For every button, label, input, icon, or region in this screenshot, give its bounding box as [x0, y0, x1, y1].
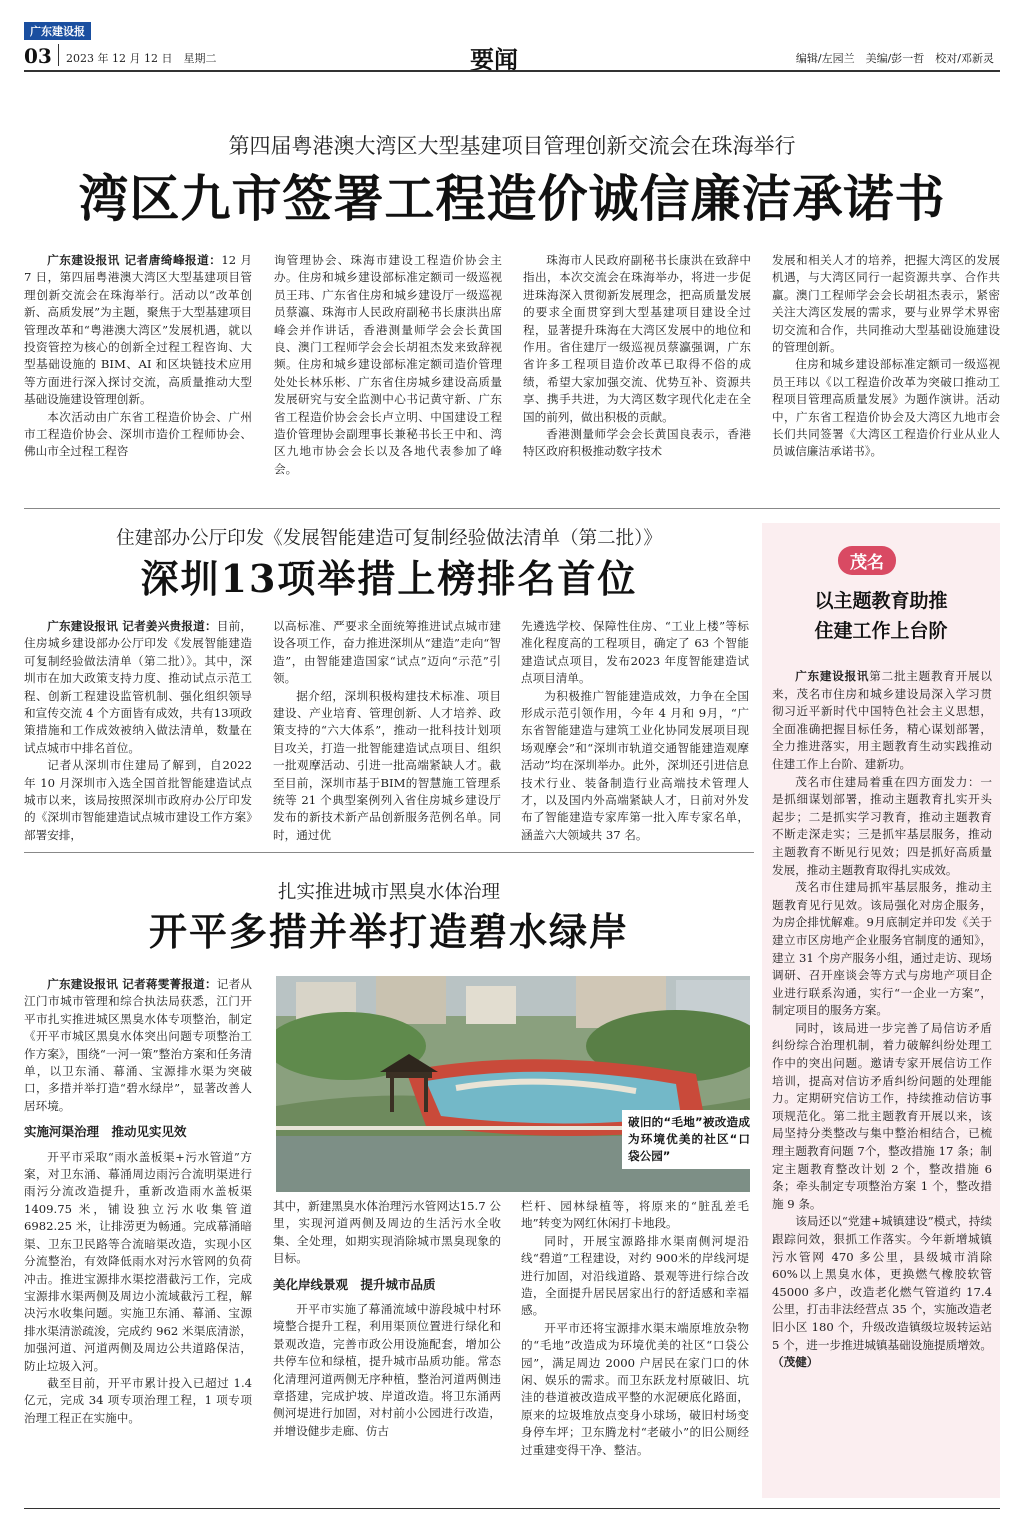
article2-paragraph: 以高标准、严要求全面统筹推进试点城市建设各项工作，奋力推进深圳从“建造”走向“智造”，由智能建造国家“试点”迈向“示范”引领。	[273, 619, 501, 686]
sidebar-byline: 广东建设报讯	[795, 669, 870, 683]
article2-paragraph: 目前，住房城乡建设部办公厅印发《发展智能建造可复制经验做法清单（第二批）》。其中，深圳市在加大政策支持力度、推动试点示范工程、创新工程建设监管机制、强化组织领导和宣传交流 4 个方面皆有成效，共有13项政策措施和工作成效被纳入做法清单，数量在试点城市中排名首位。	[24, 619, 252, 755]
issue-date: 2023 年 12 月 12 日 星期二	[66, 52, 217, 65]
article3-paragraph: 同时，开展宝源路排水渠南侧河堤沿线“碧道”工程建设，对约 900米的岸线河堤进行加固，对沿线道路、景观等进行综合改造，全面提升居民居家出行的舒适感和幸福感。	[521, 1233, 749, 1318]
article3-intro: 记者从江门市城市管理和综合执法局获悉，江门开平市扎实推进城区黑臭水体专项整治，制定《开平市城区黑臭水体突出问题专项整治工作方案》，围绕“一河一策”整治方案和任务清单，以卫东涌、幕涌、宝源排水渠为突破口，多措并举打造“碧水绿岸”，显著改善人居环境。	[24, 977, 252, 1113]
sidebar-paragraph	[772, 1213, 992, 1371]
sidebar-paragraph: 茂名市住建局抓牢基层服务，推动主题教育见行见效。该局强化对房企服务，为房企排忧解难。9月底制定并印发《关于建立市区房地产企业服务官制度的通知》，建立 31 个房产服务小组，通过走访、现场调研、召开座谈会等方式与房地产项目企业进行联系沟通，实行“一企业一方案”，制定项目的服务方案。	[772, 880, 992, 1018]
sidebar-paragraph: 茂名市住建局着重在四方面发力：一是抓细谋划部署，推动主题教育扎实开头起步；二是抓实学习教育，推动主题教育不断走深走实；三是抓牢基层服务，推动主题教育不断见行见效；四是抓好高质量发展，推动主题教育取得扎实成效。	[772, 774, 992, 877]
article1-column-2	[274, 252, 502, 478]
article3-headline: 开平多措并举打造碧水绿岸	[148, 909, 629, 954]
sidebar-paragraph: 第二批主题教育开展以来，茂名市住房和城乡建设局深入学习贯彻习近平新时代中国特色社会主义思想，全面准确把握目标任务，精心谋划部署，全力推进落实，用主题教育生动实践推动住建工作上台阶、建新功。	[772, 669, 992, 771]
header-divider	[58, 44, 59, 66]
sidebar-title-line-2: 住建工作上台阶	[814, 620, 948, 642]
article3-column-1	[24, 976, 252, 1427]
article1-paragraph: 询管理协会、珠海市建设工程造价协会主办。住房和城乡建设部标准定额司一级巡视员王玮、广东省住房和城乡建设厅一级巡视员蔡瀛、珠海市人民政府副秘书长康洪出席峰会并作讲话，香港测量师学会会长黄国良、澳门工程师学会会长胡祖杰发来致辞视频。住房和城乡建设部标准定额司造价管理处处长林乐彬、广东省住房城乡建设高质量发展研究与安全监测中心书记黄守新、广东省工程造价协会会长卢立明、中国建设工程造价管理协会副理事长兼秘书长王中和、湾区九地市协会会长以及各地代表参加了峰会。	[274, 253, 502, 476]
article2-column-1	[24, 618, 252, 844]
article3-column-3	[521, 1198, 749, 1459]
header-rule	[24, 70, 1000, 72]
article1-paragraph: 12 月 7 日，第四届粤港澳大湾区大型基建项目管理创新交流会在珠海举行。活动以“改革创新、高质发展”为主题，聚焦于大型基建项目管理改革和“粤港澳大湾区”发展机遇，就以投资管控为核心的创新全过程工程咨询、大型基础设施的 BIM、AI 和区块链技术应用等方面进行深入探讨交流，高质量推动大型基础设施建设管理创新。	[24, 253, 252, 407]
article3-paragraph: 截至目前，开平市累计投入已超过 1.4 亿元，完成 34 项专项治理工程，1 项专项治理工程正在实施中。	[24, 1375, 252, 1425]
editors-credit: 编辑/左园兰 美编/彭一哲 校对/邓新灵	[795, 52, 994, 65]
sidebar-title	[770, 586, 992, 646]
paper-name-tag: 广东建设报	[24, 22, 91, 40]
article1-column-4	[772, 252, 1000, 461]
sidebar-city-tag: 茂名	[838, 546, 896, 575]
sidebar-paragraph: 同时，该局进一步完善了局信访矛盾纠纷综合治理机制，着力破解纠纷处理工作中的突出问题。邀请专家开展信访工作培训，提高对信访矛盾纠纷问题的处理能力。定期研究信访工作，持续推动信访事项规范化。第二批主题教育开展以来，该局坚持分类整改与集中整治相结合，已梳理主题教育问题 7个，整改措施 17 条；制定主题教育整改计划 2 个，整改措施 6 条；牵头制定专项整治方案 1 个，整改措施 9 条。	[772, 1020, 992, 1211]
article3-paragraph: 栏杆、园林绿植等，将原来的“脏乱差毛地”转变为网红休闲打卡地段。	[521, 1199, 749, 1231]
article1-kicker: 第四届粤港澳大湾区大型基建项目管理创新交流会在珠海举行	[228, 134, 796, 158]
article2-kicker: 住建部办公厅印发《发展智能建造可复制经验做法清单（第二批）》	[116, 528, 662, 549]
sidebar-title-line-1: 以主题教育助推	[814, 590, 948, 612]
article3-subhead-2: 美化岸线景观 提升城市品质	[273, 1276, 436, 1292]
article1-byline: 广东建设报讯 记者唐绮峰报道：	[47, 253, 222, 267]
article1-paragraph: 本次活动由广东省工程造价协会、广州市工程造价协会、深圳市造价工程师协会、佛山市全过程工程咨	[24, 409, 252, 459]
article2-byline: 广东建设报讯 记者姜兴贵报道：	[47, 619, 217, 633]
sidebar-signoff: （茂健）	[772, 1355, 819, 1370]
article1-paragraph: 发展和相关人才的培养，把握大湾区的发展机遇，与大湾区同行一起资源共享、合作共赢。澳门工程师学会会长胡祖杰表示，紧密关注大湾区发展的需求，要与业界学术界密切交流和合作，共同推动大型基础设施建设的管理创新。	[772, 253, 1000, 355]
article1-paragraph: 珠海市人民政府副秘书长康洪在致辞中指出，本次交流会在珠海举办，将进一步促进珠海深入贯彻新发展理念，把高质量发展的要求全面贯穿到大型基建项目建设全过程，显著提升珠海在大湾区发展中的地位和作用。省住建厅一级巡视员蔡瀛强调，广东省许多工程项目造价改革已取得不俗的成绩，希望大家加强交流、优势互补、资源共享、携手共进，为大湾区数字现代化走在全国的前列，做出积极的贡献。	[523, 253, 751, 424]
article2-paragraph: 据介绍，深圳积极构建技术标准、项目建设、产业培育、管理创新、人才培养、政策支持的“六大体系”，推动一批科技计划项目攻关，打造一批智能建造试点项目、组织一批观摩活动、引进一批高端紧缺人才。截至目前，深圳市基于BIM的智慧施工管理系统等 21 个典型案例列入省住房城乡建设厅发布的新技术新产品创新服务范例名单。同时，通过优	[273, 688, 501, 842]
article2-paragraph: 先遴选学校、保障性住房、“工业上楼”等标准化程度高的工程项目，确定了 63 个智能建造试点项目，发布2023 年度智能建造试点项目清单。	[521, 619, 749, 686]
article1-paragraph: 香港测量师学会会长黄国良表示，香港特区政府积极推动数字技术	[523, 427, 751, 459]
article3-paragraph: 开平市实施了幕涌流域中游段城中村环境整合提升工程，利用渠顶位置进行绿化和景观改造，完善市政公用设施配套，增加公共停车位和绿植，提升城市品质功能。常态化清理河道两侧无序种植，整治河道两侧违章搭建，完成护坡、岸道改造。将卫东涌两侧河堤进行加固，对村前小公园进行改造，并增设健步走廊、仿古	[273, 1302, 501, 1438]
article2-paragraph: 为积极推广智能建造成效，力争在全国形成示范引领作用，今年 4 月和 9月，“广东省智能建造与建筑工业化协同发展项目现场观摩会”和“深圳市轨道交通智能建造观摩活动”均在深圳举办。此外，深圳还引进信息技术行业、装备制造行业高端技术管理人才，以及国内外高端紧缺人才，日前对外发布了智能建造专家库第一批入库专家名单，涵盖六大领域共 37 名。	[521, 688, 749, 842]
page-number: 03	[24, 44, 52, 68]
article-separator	[24, 852, 754, 853]
article1-column-3	[523, 252, 751, 461]
sidebar-body	[772, 668, 992, 1372]
article3-paragraph: 开平市还将宝源排水渠末端原堆放杂物的“毛地”改造成为环境优美的社区“口袋公园”，满足周边 2000 户居民在家门口的休闲、娱乐的需求。而卫东跃龙村原破旧、坑洼的巷道被改造成平整的水泥硬底化路面，原来的垃圾堆放点变身小球场，破旧村场变身停车坪；卫东腾龙村“老破小”的旧公厕经过重建变得干净、整洁。	[521, 1320, 749, 1457]
article1-headline: 湾区九市签署工程造价诚信廉洁承诺书	[78, 169, 946, 228]
article3-subhead-1: 实施河渠治理 推动见实见效	[24, 1124, 187, 1140]
sidebar-paragraph-text: 该局还以“党建+城镇建设”模式，持续跟踪问效，狠抓工作落实。今年新增城镇污水管网 470 多公里，县级城市消除 60%以上黑臭水体，更换燃气橡胶软管 45000 多户，改造老化燃气管道约 17.4 公里，打击非法经营点 35 个，实施改造老旧小区 180 个，升级改造镇级垃圾转运站 5 个，进一步推进城镇基础设施提质增效。	[772, 1214, 992, 1352]
article1-column-1	[24, 252, 252, 461]
section-title: 要闻	[470, 46, 518, 74]
article2-column-3	[521, 618, 749, 844]
article3-column-2	[273, 1198, 501, 1440]
footer-rule	[24, 1508, 1000, 1509]
article-separator	[24, 508, 1000, 509]
article2-paragraph: 记者从深圳市住建局了解到，自2022 年 10 月深圳市入选全国首批智能建造试点城市以来，该局按照深圳市政府办公厅印发的《深圳市智能建造试点城市建设工作方案》部署安排，	[24, 758, 252, 842]
photo-caption: 破旧的“毛地”被改造成为环境优美的社区“口袋公园”	[622, 1110, 756, 1169]
article2-headline: 深圳13项举措上榜排名首位	[140, 556, 638, 601]
article2-column-2	[273, 618, 501, 844]
article3-paragraph: 其中，新建黑臭水体治理污水管网达15.7 公里，实现河道两侧及周边的生活污水全收集、全处理，如期实现消除城市黑臭现象的目标。	[273, 1199, 501, 1266]
article3-paragraph: 开平市采取“雨水盖板渠+污水管道”方案，对卫东涌、幕涌周边雨污合流明渠进行雨污分流改造提升，重新改造雨水盖板渠 1409.75 米，铺设独立污水收集管道 6982.25 米，让排涝更为畅通。完成幕涌暗渠、卫东卫民路等合流暗渠改造，实现小区分流整治，有效降低雨水对污水管网的负荷冲击。推进宝源排水渠挖潜截污工作，完成宝源排水渠两侧及周边小流域截污工程，解决污水收集问题。实施卫东涌、幕涌、宝源排水渠清淤疏浚，完成约 962 米渠底清淤，加强河道、河道两侧及周边公共道路保洁，防止垃圾入河。	[24, 1149, 252, 1373]
article3-kicker: 扎实推进城市黑臭水体治理	[277, 882, 500, 903]
article1-paragraph: 住房和城乡建设部标准定额司一级巡视员王玮以《以工程造价改革为突破口推动工程项目管理高质量发展》为题作演讲。活动中，广东省工程造价协会及大湾区九地市会长们共同签署《大湾区工程造价行业从业人员诚信廉洁承诺书》。	[772, 357, 1000, 459]
article3-byline: 广东建设报讯 记者蒋雯菁报道：	[47, 977, 217, 991]
